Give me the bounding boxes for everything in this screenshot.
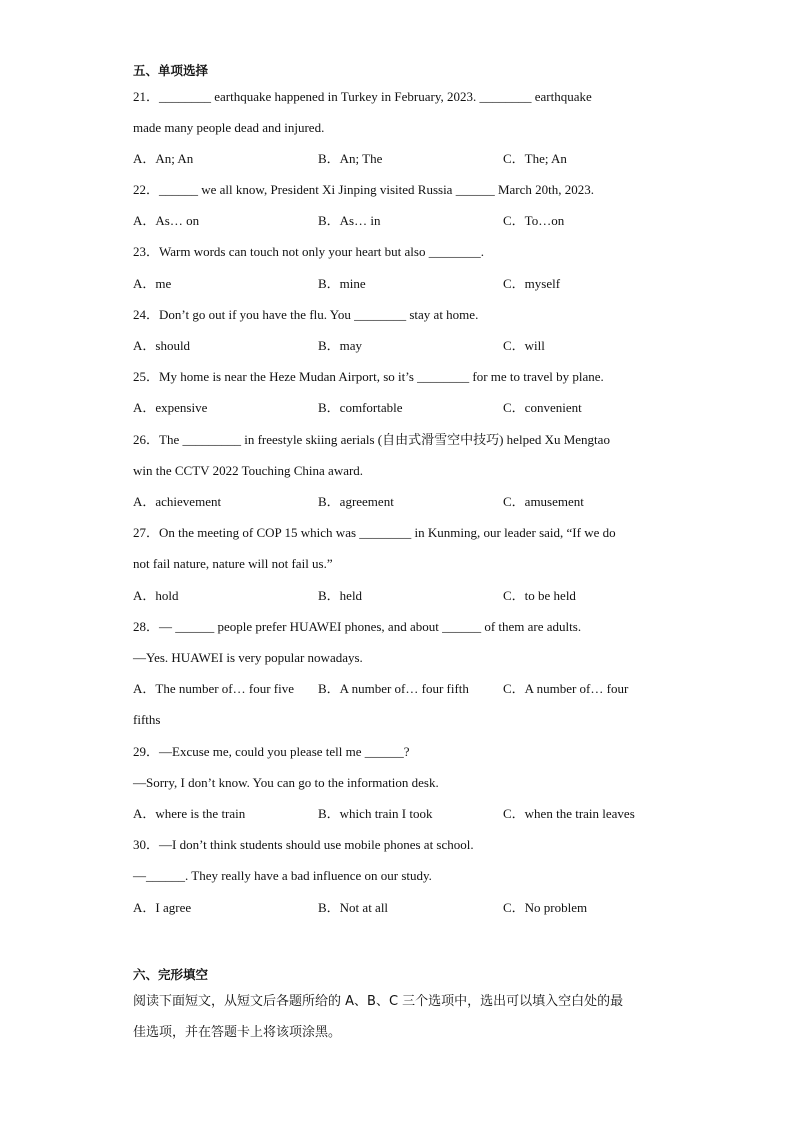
question-21-option-c: C．The; An <box>503 151 567 166</box>
question-25-option-c: C．convenient <box>503 400 582 415</box>
question-25-option-b: B．comfortable <box>318 400 403 415</box>
question-27-option-b: B．held <box>318 588 363 603</box>
question-26-option-c: C．amusement <box>503 494 584 509</box>
section-6-instructions-line-2: 佳选项，并在答题卡上将该项涂黑。 <box>133 1025 342 1040</box>
question-27-option-a: A．hold <box>133 588 179 603</box>
question-27-stem-line-2: not fail nature, nature will not fail us.” <box>133 556 333 571</box>
question-25-option-a: A．expensive <box>133 400 208 415</box>
question-30-stem-line-2: —______. They really have a bad influence on our study. <box>133 868 432 883</box>
question-30-option-c: C．No problem <box>503 900 588 915</box>
section-6-instructions-line-1: 阅读下面短文，从短文后各题所给的 A、B、C 三个选项中，选出可以填入空白处的最 <box>133 994 624 1009</box>
question-26-stem-line-2: win the CCTV 2022 Touching China award. <box>133 463 364 478</box>
question-30-option-a: A．I agree <box>133 900 192 915</box>
question-29-option-a: A．where is the train <box>133 806 246 821</box>
question-30-option-b: B．Not at all <box>318 900 389 915</box>
section-5-title: 五、单项选择 <box>133 63 209 78</box>
question-30-stem-line-1: 30．—I don’t think students should use mobile phones at school. <box>133 837 474 852</box>
question-28-option-c: C．A number of… four <box>503 681 629 696</box>
question-29-stem-line-1: 29．—Excuse me, could you please tell me ______? <box>133 744 410 759</box>
question-29-option-b: B．which train I took <box>318 806 433 821</box>
question-24-option-c: C．will <box>503 338 545 353</box>
question-21-option-b: B．An; The <box>318 151 383 166</box>
question-23-option-a: A．me <box>133 276 172 291</box>
question-23-option-b: B．mine <box>318 276 366 291</box>
question-24-stem: 24．Don’t go out if you have the flu. You ________ stay at home. <box>133 307 479 322</box>
question-21-stem-line-1: 21．________ earthquake happened in Turkey in February, 2023. ________ earthquake <box>133 89 592 104</box>
question-24-option-a: A．should <box>133 338 191 353</box>
question-22-stem: 22．______ we all know, President Xi Jinping visited Russia ______ March 20th, 2023. <box>133 182 594 197</box>
question-26-option-b: B．agreement <box>318 494 394 509</box>
question-25-stem: 25．My home is near the Heze Mudan Airport, so it’s ________ for me to travel by plane. <box>133 369 604 384</box>
question-26-stem-line-1: 26．The _________ in freestyle skiing aerials (自由式滑雪空中技巧) helped Xu Mengtao <box>133 432 610 447</box>
question-28-option-c-wrap: fifths <box>133 712 161 727</box>
question-24-option-b: B．may <box>318 338 363 353</box>
section-6-title: 六、完形填空 <box>133 967 209 982</box>
question-28-stem-line-2: —Yes. HUAWEI is very popular nowadays. <box>133 650 363 665</box>
question-21-stem-line-2: made many people dead and injured. <box>133 120 325 135</box>
question-22-option-c: C．To…on <box>503 213 565 228</box>
question-27-option-c: C．to be held <box>503 588 576 603</box>
question-28-option-b: B．A number of… four fifth <box>318 681 469 696</box>
question-22-option-b: B．As… in <box>318 213 381 228</box>
question-21-option-a: A．An; An <box>133 151 194 166</box>
question-23-option-c: C．myself <box>503 276 561 291</box>
question-27-stem-line-1: 27．On the meeting of COP 15 which was ________ in Kunming, our leader said, “If we do <box>133 525 616 540</box>
question-28-option-a: A．The number of… four five <box>133 681 295 696</box>
question-29-stem-line-2: —Sorry, I don’t know. You can go to the information desk. <box>133 775 439 790</box>
question-28-stem-line-1: 28．— ______ people prefer HUAWEI phones, and about ______ of them are adults. <box>133 619 582 634</box>
question-26-option-a: A．achievement <box>133 494 222 509</box>
question-29-option-c: C．when the train leaves <box>503 806 635 821</box>
question-22-option-a: A．As… on <box>133 213 200 228</box>
question-23-stem: 23．Warm words can touch not only your heart but also ________. <box>133 244 484 259</box>
